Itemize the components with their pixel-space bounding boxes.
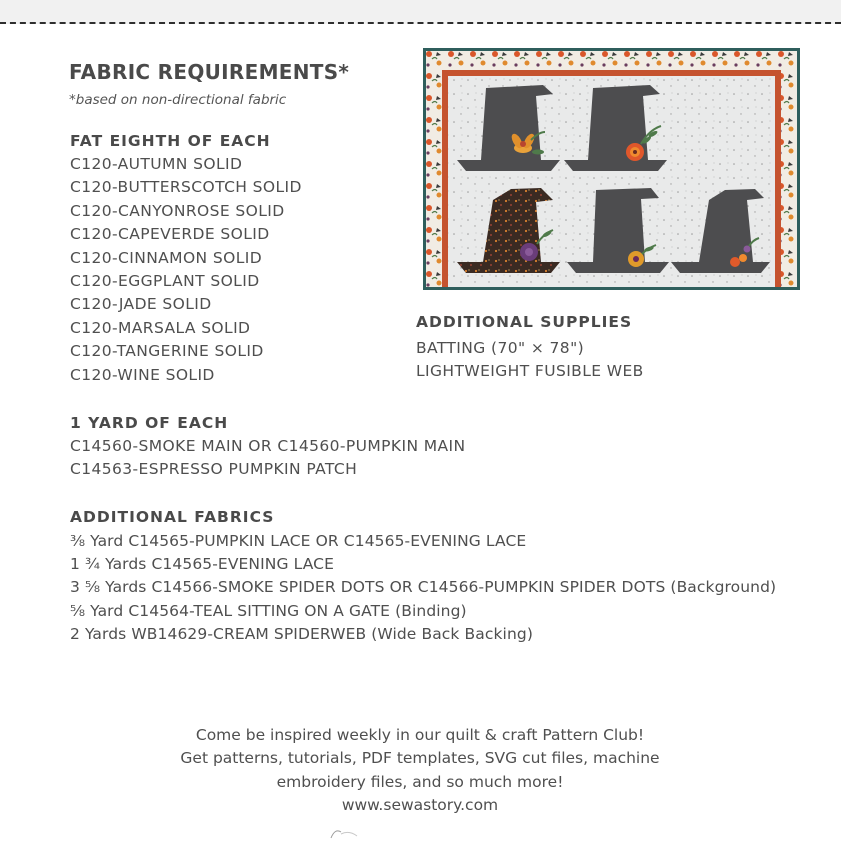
top-dashed-band [0,0,841,24]
list-item: C14560-SMOKE MAIN OR C14560-PUMPKIN MAIN [70,437,466,455]
list-item: C120-CANYONROSE SOLID [70,201,285,220]
page-title: FABRIC REQUIREMENTS* [69,60,350,84]
fat-eighth-list [70,153,302,387]
list-item: C120-MARSALA SOLID [70,318,251,337]
footer-line: Come be inspired weekly in our quilt & craft Pattern Club! [195,726,645,744]
list-item: 1 ¾ Yards C14565-EVENING LACE [70,555,334,574]
footer-text [120,724,720,817]
additional-fabrics-heading: ADDITIONAL FABRICS [70,508,275,526]
list-item: 3 ⅝ Yards C14566-SMOKE SPIDER DOTS OR C14566-PUMPKIN SPIDER DOTS (Background) [70,578,777,597]
footer-line: Get patterns, tutorials, PDF templates, SVG cut files, machine [180,749,660,768]
list-item: C120-JADE SOLID [70,295,212,314]
additional-supplies-list [416,337,644,383]
list-item: ⅜ Yard C14565-PUMPKIN LACE OR C14565-EVENING LACE [70,532,527,550]
website-link[interactable]: www.sewastory.com [341,795,499,814]
list-item: ⅝ Yard C14564-TEAL SITTING ON A GATE (Binding) [70,601,467,620]
footer-line: embroidery files, and so much more! [276,772,564,791]
logo-partial-icon [327,826,377,841]
additional-supplies-heading: ADDITIONAL SUPPLIES [416,313,633,331]
list-item: C120-EGGPLANT SOLID [70,271,260,290]
page-subtitle: *based on non-directional fabric [69,92,287,108]
additional-fabrics-list [70,530,776,646]
list-item: LIGHTWEIGHT FUSIBLE WEB [416,362,644,381]
list-item: C120-WINE SOLID [70,365,215,384]
one-yard-list [70,435,466,481]
list-item: BATTING (70" × 78") [416,339,585,357]
fat-eighth-heading: FAT EIGHTH OF EACH [70,132,271,150]
list-item: C120-TANGERINE SOLID [70,342,264,361]
list-item: C120-CINNAMON SOLID [70,248,263,267]
list-item: C120-AUTUMN SOLID [70,155,243,173]
quilt-illustration [423,48,800,290]
list-item: C120-CAPEVERDE SOLID [70,225,270,244]
list-item: 2 Yards WB14629-CREAM SPIDERWEB (Wide Back Backing) [70,624,533,643]
list-item: C120-BUTTERSCOTCH SOLID [70,178,302,197]
one-yard-heading: 1 YARD OF EACH [70,414,229,432]
list-item: C14563-ESPRESSO PUMPKIN PATCH [70,460,358,479]
